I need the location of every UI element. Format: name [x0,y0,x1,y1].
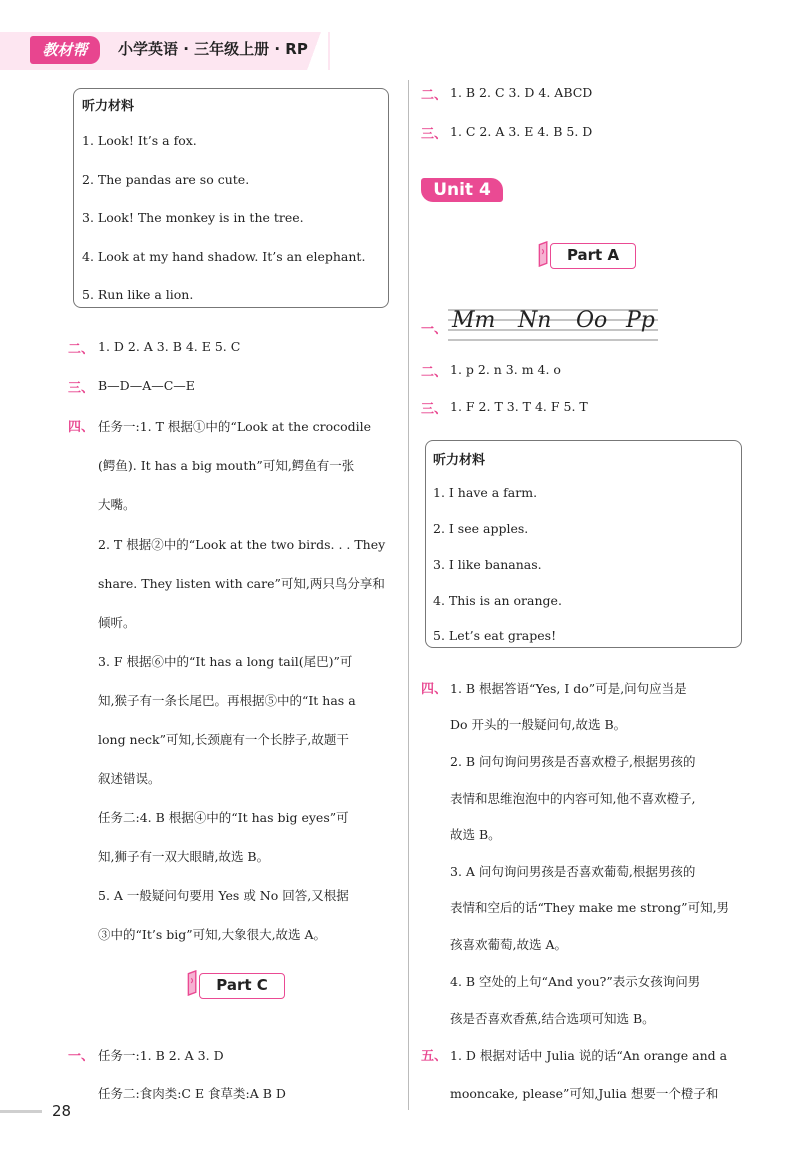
explanation-line: share. They listen with care”可知,两只鸟分享和 [98,576,385,591]
box-title: 听力材料 [433,453,486,468]
explanation-line: (鳄鱼). It has a big mouth”可知,鳄鱼有一张 [98,458,355,473]
explanation-line: mooncake, please”可知,Julia 想要一个橙子和 [450,1086,719,1101]
brand-tag: 教材帮 [30,36,100,64]
explanation-line: 任务二:4. B 根据④中的“It has big eyes”可 [98,810,349,825]
answer-line: 任务一:1. B 2. A 3. D [98,1048,224,1063]
explanation-line: 知,猴子有一条长尾巴。再根据⑤中的“It has a [98,693,356,708]
section-mark: 二、 [68,342,95,357]
handwritten-letter: Oo [576,308,608,333]
section-mark: 五、 [421,1049,448,1064]
book-title: 小学英语 · 三年级上册 · RP [118,40,308,58]
answer-line: 1. p 2. n 3. m 4. o [450,362,561,377]
explanation-line: 3. F 根据⑥中的“It has a long tail(尾巴)”可 [98,654,353,669]
handwritten-letter: Nn [518,308,552,333]
explanation-line: ③中的“It’s big”可知,大象很大,故选 A。 [98,927,327,942]
explanation-line: 2. B 问句询问男孩是否喜欢橙子,根据男孩的 [450,754,696,769]
answer-line: 1. F 2. T 3. T 4. F 5. T [450,399,588,414]
box-line: 5. Run like a lion. [82,287,194,302]
book-icon [186,970,200,996]
explanation-line: 2. T 根据②中的“Look at the two birds. . . They [98,537,386,552]
box-line: 3. Look! The monkey is in the tree. [82,210,304,225]
answer-line: 任务二:食肉类:C E 食草类:A B D [98,1086,286,1101]
box-line: 2. I see apples. [433,521,529,536]
unit-heading: Unit 4 [421,178,503,202]
answer-line: 1. C 2. A 3. E 4. B 5. D [450,124,593,139]
listening-material-box-2 [425,440,742,648]
listening-material-box-1 [73,88,389,308]
explanation-line: 4. B 空处的上句“And you?”表示女孩询问男 [450,974,701,989]
section-mark: 一、 [421,322,448,337]
explanation-line: 知,狮子有一双大眼睛,故选 B。 [98,849,270,864]
explanation-line: long neck”可知,长颈鹿有一个长脖子,故题干 [98,732,349,747]
box-line: 4. Look at my hand shadow. It’s an elephant. [82,249,366,264]
explanation-line: 孩是否喜欢香蕉,结合选项可知选 B。 [450,1011,655,1026]
section-mark: 一、 [68,1049,95,1064]
section-mark: 二、 [421,365,448,380]
part-c-heading: Part C [199,973,285,999]
section-mark: 四、 [421,682,448,697]
box-line: 5. Let’s eat grapes! [433,628,557,643]
box-line: 1. I have a farm. [433,485,538,500]
handwritten-letter: Mm [452,308,496,333]
explanation-line: Do 开头的一般疑问句,故选 B。 [450,717,627,732]
box-line: 3. I like bananas. [433,557,542,572]
box-line: 2. The pandas are so cute. [82,172,250,187]
column-divider [408,80,409,1110]
explanation-line: 表情和思维泡泡中的内容可知,他不喜欢橙子, [450,791,696,806]
page-number: 28 [52,1102,72,1120]
explanation-line: 表情和空后的话“They make me strong”可知,男 [450,900,730,915]
explanation-line: 5. A 一般疑问句要用 Yes 或 No 回答,又根据 [98,888,349,903]
section-mark: 三、 [421,402,448,417]
explanation-line: 任务一:1. T 根据①中的“Look at the crocodile [98,419,372,434]
answer-line: B—D—A—C—E [98,378,195,393]
box-line: 4. This is an orange. [433,593,562,608]
page-number-bar [0,1110,42,1113]
section-mark: 三、 [421,127,448,142]
explanation-line: 孩喜欢葡萄,故选 A。 [450,937,567,952]
explanation-line: 故选 B。 [450,827,501,842]
answer-line: 1. D 2. A 3. B 4. E 5. C [98,339,241,354]
explanation-line: 3. A 问句询问男孩是否喜欢葡萄,根据男孩的 [450,864,696,879]
answer-line: 1. B 2. C 3. D 4. ABCD [450,85,593,100]
handwritten-letter: Pp [626,308,655,333]
section-mark: 三、 [68,381,95,396]
box-line: 1. Look! It’s a fox. [82,133,197,148]
box-title: 听力材料 [82,99,135,114]
explanation-line: 倾听。 [98,615,136,630]
section-mark: 四、 [68,420,95,435]
section-mark: 二、 [421,88,448,103]
explanation-line: 1. D 根据对话中 Julia 说的话“An orange and a [450,1048,728,1063]
explanation-line: 1. B 根据答语“Yes, I do”可是,问句应当是 [450,681,687,696]
explanation-line: 叙述错误。 [98,771,161,786]
part-a-heading: Part A [550,243,636,269]
explanation-line: 大嘴。 [98,497,136,512]
book-icon [537,241,551,267]
